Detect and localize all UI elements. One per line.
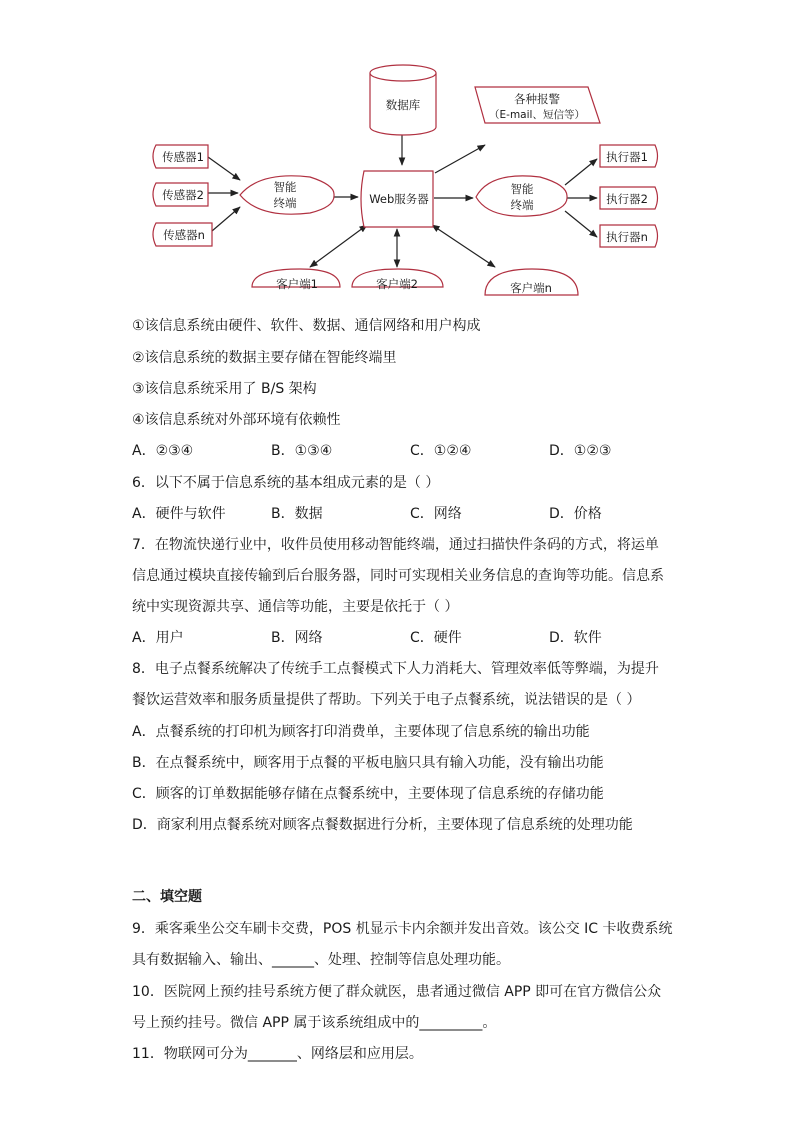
option-d: D．①②③ (549, 443, 612, 459)
q10-line-2: 号上预约挂号。微信 APP 属于该系统组成中的_________。 (132, 1015, 497, 1031)
sensor-label: 传感器1 (162, 150, 204, 164)
option-a: A．硬件与软件 (132, 506, 226, 522)
option-b: B．数据 (271, 506, 323, 522)
executor-node (600, 225, 658, 247)
alarm-node (475, 87, 600, 123)
client-label: 客户端1 (276, 277, 318, 291)
q8-option-a: A．点餐系统的打印机为顾客打印消费单，主要体现了信息系统的输出功能 (132, 724, 590, 740)
q8-option-b: B．在点餐系统中，顾客用于点餐的平板电脑只具有输入功能，没有输出功能 (132, 755, 604, 771)
database-label: 数据库 (385, 98, 421, 112)
q8-option-d: D．商家利用点餐系统对顾客点餐数据进行分析，主要体现了信息系统的处理功能 (132, 817, 633, 833)
sensor-node (153, 183, 208, 206)
q9-line-1: 9．乘客乘坐公交车刷卡交费，POS 机显示卡内余额并发出音效。该公交 IC 卡收费系统 (132, 921, 673, 937)
sensor-node (153, 223, 212, 246)
database-node (370, 65, 436, 135)
q10-line-1: 10．医院网上预约挂号系统方便了群众就医，患者通过微信 APP 即可在官方微信公众 (132, 984, 662, 1000)
q7-line-2: 信息通过模块直接传输到后台服务器，同时可实现相关业务信息的查询等功能。信息系 (132, 568, 664, 584)
executor-label: 执行器1 (606, 150, 648, 164)
q11: 11．物联网可分为_______、网络层和应用层。 (132, 1046, 423, 1062)
alarm-label-line2: （E-mail、短信等） (489, 109, 585, 121)
executor-node (600, 187, 658, 209)
sensor-label: 传感器n (163, 228, 205, 242)
sensor-label: 传感器2 (162, 188, 204, 202)
client-node (252, 269, 340, 291)
q7-options (132, 628, 692, 648)
terminal-left-line2: 终端 (273, 196, 297, 210)
server-label: Web服务器 (369, 192, 429, 206)
terminal-right-line2: 终端 (510, 198, 534, 212)
sensor-node (153, 145, 208, 168)
option-c: C．硬件 (410, 630, 462, 646)
terminal-right-line1: 智能 (510, 182, 534, 196)
client-label: 客户端n (510, 281, 552, 295)
terminal-left-line1: 智能 (273, 180, 297, 194)
q9-line-2: 具有数据输入、输出、______、处理、控制等信息处理功能。 (132, 952, 510, 968)
option-c: C．①②④ (410, 443, 472, 459)
alarm-label-line1: 各种报警 (514, 92, 560, 106)
statement-2: ②该信息系统的数据主要存储在智能终端里 (132, 350, 397, 366)
executor-label: 执行器n (606, 230, 648, 244)
option-a: A．用户 (132, 630, 184, 646)
statement-4: ④该信息系统对外部环境有依赖性 (132, 412, 341, 428)
web-server-node (361, 171, 433, 227)
q8-line-2: 餐饮运营效率和服务质量提供了帮助。下列关于电子点餐系统，说法错误的是（ ） (132, 692, 641, 708)
q6-options (132, 504, 692, 524)
option-b: B．网络 (271, 630, 323, 646)
client-node (485, 269, 578, 295)
option-c: C．网络 (410, 506, 462, 522)
option-d: D．软件 (549, 630, 602, 646)
option-b: B．①③④ (271, 443, 333, 459)
executor-label: 执行器2 (606, 192, 648, 206)
executor-node (600, 145, 658, 167)
option-a: A．②③④ (132, 443, 194, 459)
smart-terminal-right (476, 176, 567, 216)
q8-line-1: 8．电子点餐系统解决了传统手工点餐模式下人力消耗大、管理效率低等弊端，为提升 (132, 661, 659, 677)
client-label: 客户端2 (376, 277, 418, 291)
option-d: D．价格 (549, 506, 602, 522)
q7-line-1: 7．在物流快递行业中，收件员使用移动智能终端，通过扫描快件条码的方式，将运单 (132, 537, 659, 553)
q7-line-3: 统中实现资源共享、通信等功能，主要是依托于（ ） (132, 599, 459, 615)
statement-3: ③该信息系统采用了 B/S 架构 (132, 381, 317, 397)
smart-terminal-left (240, 176, 334, 214)
section-2-title: 二、填空题 (132, 889, 202, 905)
system-architecture-diagram (140, 55, 680, 310)
q5-options (132, 441, 692, 461)
statement-1: ①该信息系统由硬件、软件、数据、通信网络和用户构成 (132, 318, 481, 334)
client-node (352, 269, 443, 291)
q6-stem: 6．以下不属于信息系统的基本组成元素的是（ ） (132, 475, 440, 491)
q8-option-c: C．顾客的订单数据能够存储在点餐系统中，主要体现了信息系统的存储功能 (132, 786, 604, 802)
